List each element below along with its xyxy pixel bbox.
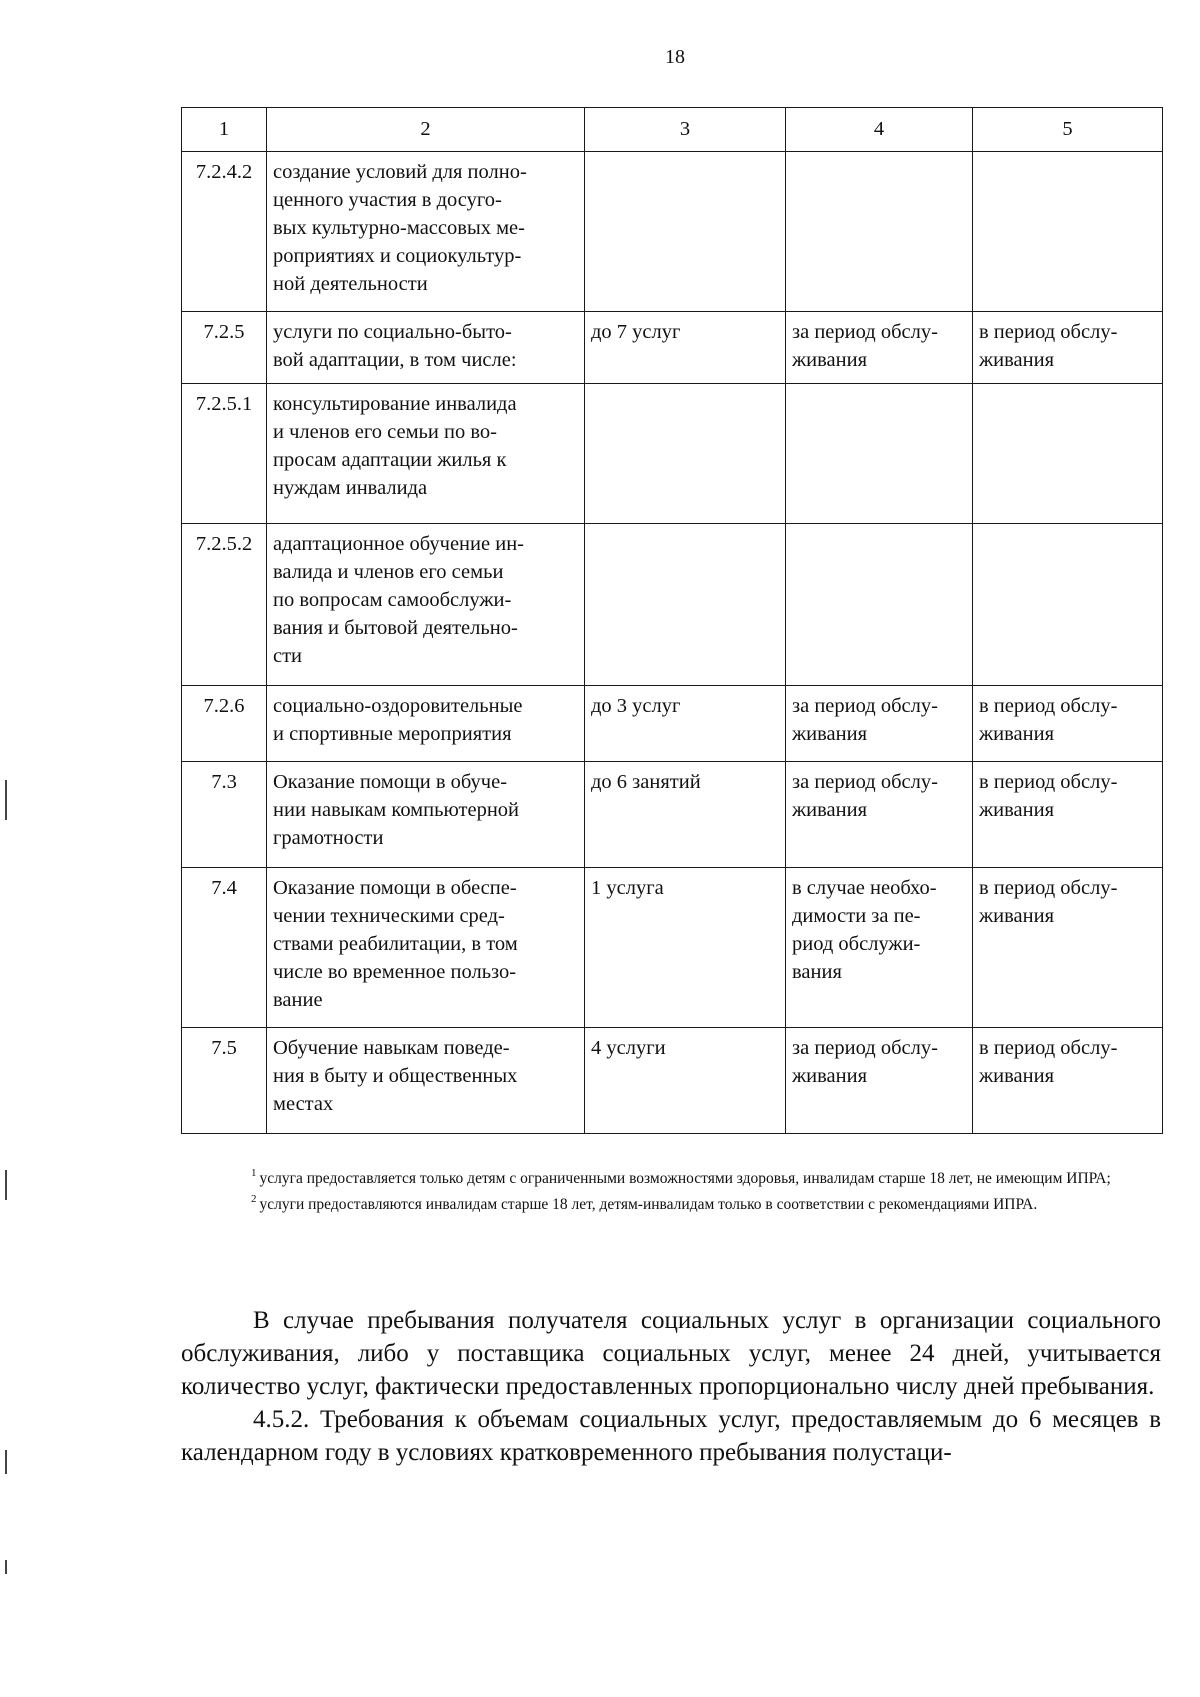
service-volume: до 7 услуг xyxy=(585,312,786,384)
footnote-mark: 1 xyxy=(251,1167,257,1179)
service-volume xyxy=(585,152,786,312)
item-code: 7.2.6 xyxy=(182,686,267,762)
service-period: за период обслу- живания xyxy=(786,1028,973,1134)
service-name: социально-оздоровительные и спортивные мероприятия xyxy=(267,686,585,762)
service-frequency: в период обслу- живания xyxy=(973,686,1163,762)
column-header: 2 xyxy=(267,108,585,152)
item-code: 7.2.5 xyxy=(182,312,267,384)
service-frequency: в период обслу- живания xyxy=(973,1028,1163,1134)
column-header: 4 xyxy=(786,108,973,152)
paragraph: В случае пребывания получателя социальных услуг в организации социального обслуживания, либо у поставщика социальных услуг, менее 24 дней, учитывается количество услуг, фактически предоставленных пропорционально числу дней пребывания. xyxy=(181,1307,1161,1400)
service-name: Оказание помощи в обеспе- чении техническими сред- ствами реабилитации, в том числе во временное пользо- вание xyxy=(267,868,585,1028)
item-code: 7.2.5.1 xyxy=(182,384,267,524)
service-period: в случае необхо- димости за пе- риод обслужи- вания xyxy=(786,868,973,1028)
service-frequency xyxy=(973,524,1163,686)
service-name: Оказание помощи в обуче- нии навыкам компьютерной грамотности xyxy=(267,762,585,868)
service-volume: до 3 услуг xyxy=(585,686,786,762)
footnote-text: услуги предоставляются инвалидам старше 18 лет, детям-инвалидам только в соответствии с рекомендациями ИПРА. xyxy=(259,1196,1038,1213)
table-row xyxy=(182,384,1163,524)
service-name: адаптационное обучение ин- валида и членов его семьи по вопросам самообслужи- вания и бытовой деятельно- сти xyxy=(267,524,585,686)
service-period: за период обслу- живания xyxy=(786,686,973,762)
item-code: 7.5 xyxy=(182,1028,267,1134)
column-header: 3 xyxy=(585,108,786,152)
page-number: 18 xyxy=(665,46,685,68)
service-name: Обучение навыкам поведе- ния в быту и общественных местах xyxy=(267,1028,585,1134)
footnote-mark: 2 xyxy=(251,1193,257,1205)
footnote-text: услуга предоставляется только детям с ограниченными возможностями здоровья, инвалидам старше 18 лет, не имеющим ИПРА; xyxy=(259,1170,1111,1187)
table-row xyxy=(182,762,1163,868)
body-text xyxy=(181,1304,1161,1469)
service-period xyxy=(786,384,973,524)
service-name: консультирование инвалида и членов его семьи по во- просам адаптации жилья к нуждам инвалида xyxy=(267,384,585,524)
services-table xyxy=(181,107,1163,1134)
service-frequency xyxy=(973,384,1163,524)
service-period xyxy=(786,524,973,686)
service-frequency: в период обслу- живания xyxy=(973,762,1163,868)
column-header: 1 xyxy=(182,108,267,152)
service-volume xyxy=(585,384,786,524)
table-row xyxy=(182,524,1163,686)
service-frequency: в период обслу- живания xyxy=(973,312,1163,384)
footnote xyxy=(181,1189,1161,1215)
service-volume: 4 услуги xyxy=(585,1028,786,1134)
service-frequency xyxy=(973,152,1163,312)
footnote xyxy=(181,1163,1161,1189)
item-code: 7.2.4.2 xyxy=(182,152,267,312)
table-row xyxy=(182,312,1163,384)
service-volume xyxy=(585,524,786,686)
service-volume: 1 услуга xyxy=(585,868,786,1028)
table-row xyxy=(182,868,1163,1028)
service-frequency: в период обслу- живания xyxy=(973,868,1163,1028)
service-period: за период обслу- живания xyxy=(786,312,973,384)
footnotes xyxy=(181,1163,1161,1215)
item-code: 7.3 xyxy=(182,762,267,868)
column-header: 5 xyxy=(973,108,1163,152)
table-row xyxy=(182,152,1163,312)
table-row xyxy=(182,686,1163,762)
scan-margin-marks xyxy=(0,0,14,1697)
table-header-row xyxy=(182,108,1163,152)
service-name: услуги по социально-быто- вой адаптации, в том числе: xyxy=(267,312,585,384)
service-volume: до 6 занятий xyxy=(585,762,786,868)
item-code: 7.4 xyxy=(182,868,267,1028)
item-code: 7.2.5.2 xyxy=(182,524,267,686)
service-period: за период обслу- живания xyxy=(786,762,973,868)
service-name: создание условий для полно- ценного участия в досуго- вых культурно-массовых ме- роприятиях и социокультур- ной деятельности xyxy=(267,152,585,312)
table-row xyxy=(182,1028,1163,1134)
service-period xyxy=(786,152,973,312)
paragraph: 4.5.2. Требования к объемам социальных услуг, предоставляемым до 6 месяцев в календарном году в условиях кратковременного пребывания полустаци- xyxy=(181,1406,1161,1466)
